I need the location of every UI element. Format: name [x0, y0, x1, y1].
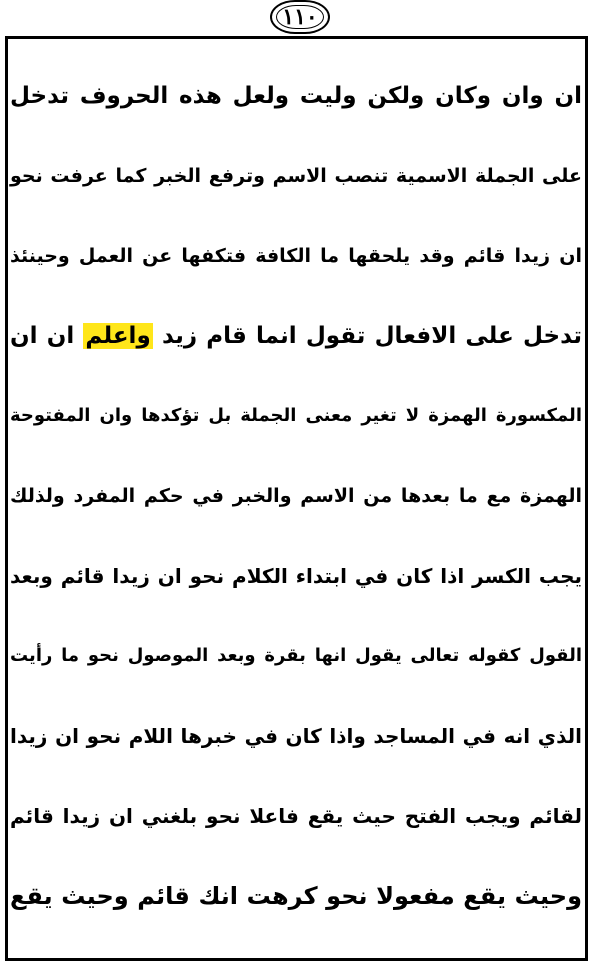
text-body [10, 56, 582, 936]
text-line [10, 776, 582, 856]
text-line [10, 856, 582, 936]
text-line [10, 376, 582, 456]
text-line [10, 616, 582, 696]
text-segment: يجب الكسر اذا كان في ابتداء الكلام نحو ان زيدا قائم وبعد [10, 564, 582, 588]
page-number: ۱۱۰ [282, 4, 318, 30]
text-line [10, 296, 582, 376]
text-line [10, 696, 582, 776]
text-line [10, 136, 582, 216]
text-segment: على الجملة الاسمية تنصب الاسم وترفع الخبر كما عرفت نحو [10, 165, 582, 187]
text-segment: المكسورة الهمزة لا تغير معنى الجملة بل تؤكدها وان المفتوحة [10, 405, 582, 426]
highlighted-word: واعلم [85, 323, 151, 349]
text-segment: الذي انه في المساجد واذا كان في خبرها اللام نحو ان زيدا [10, 724, 582, 748]
text-segment: لقائم ويجب الفتح حيث يقع فاعلا نحو بلغني ان زيدا قائم [10, 804, 582, 828]
text-line [10, 216, 582, 296]
text-segment: تدخل على الافعال تقول انما قام زيد [152, 323, 583, 349]
page-number-badge [270, 0, 330, 34]
text-line [10, 56, 582, 136]
text-segment: الهمزة مع ما بعدها من الاسم والخبر في حكم المفرد ولذلك [10, 485, 582, 507]
text-line [10, 456, 582, 536]
text-segment: وحيث يقع مفعولا نحو كرهت انك قائم وحيث يقع [10, 882, 582, 910]
text-segment: ان زيدا قائم وقد يلحقها ما الكافة فتكفها عن العمل وحينئذ [10, 245, 582, 267]
text-segment: ان وان وكان ولكن وليت ولعل هذه الحروف تدخل [10, 83, 582, 109]
text-line [10, 536, 582, 616]
text-segment: القول كقوله تعالى يقول انها بقرة وبعد الموصول نحو ما رأيت [10, 645, 582, 666]
text-segment: ان ان [10, 323, 84, 349]
